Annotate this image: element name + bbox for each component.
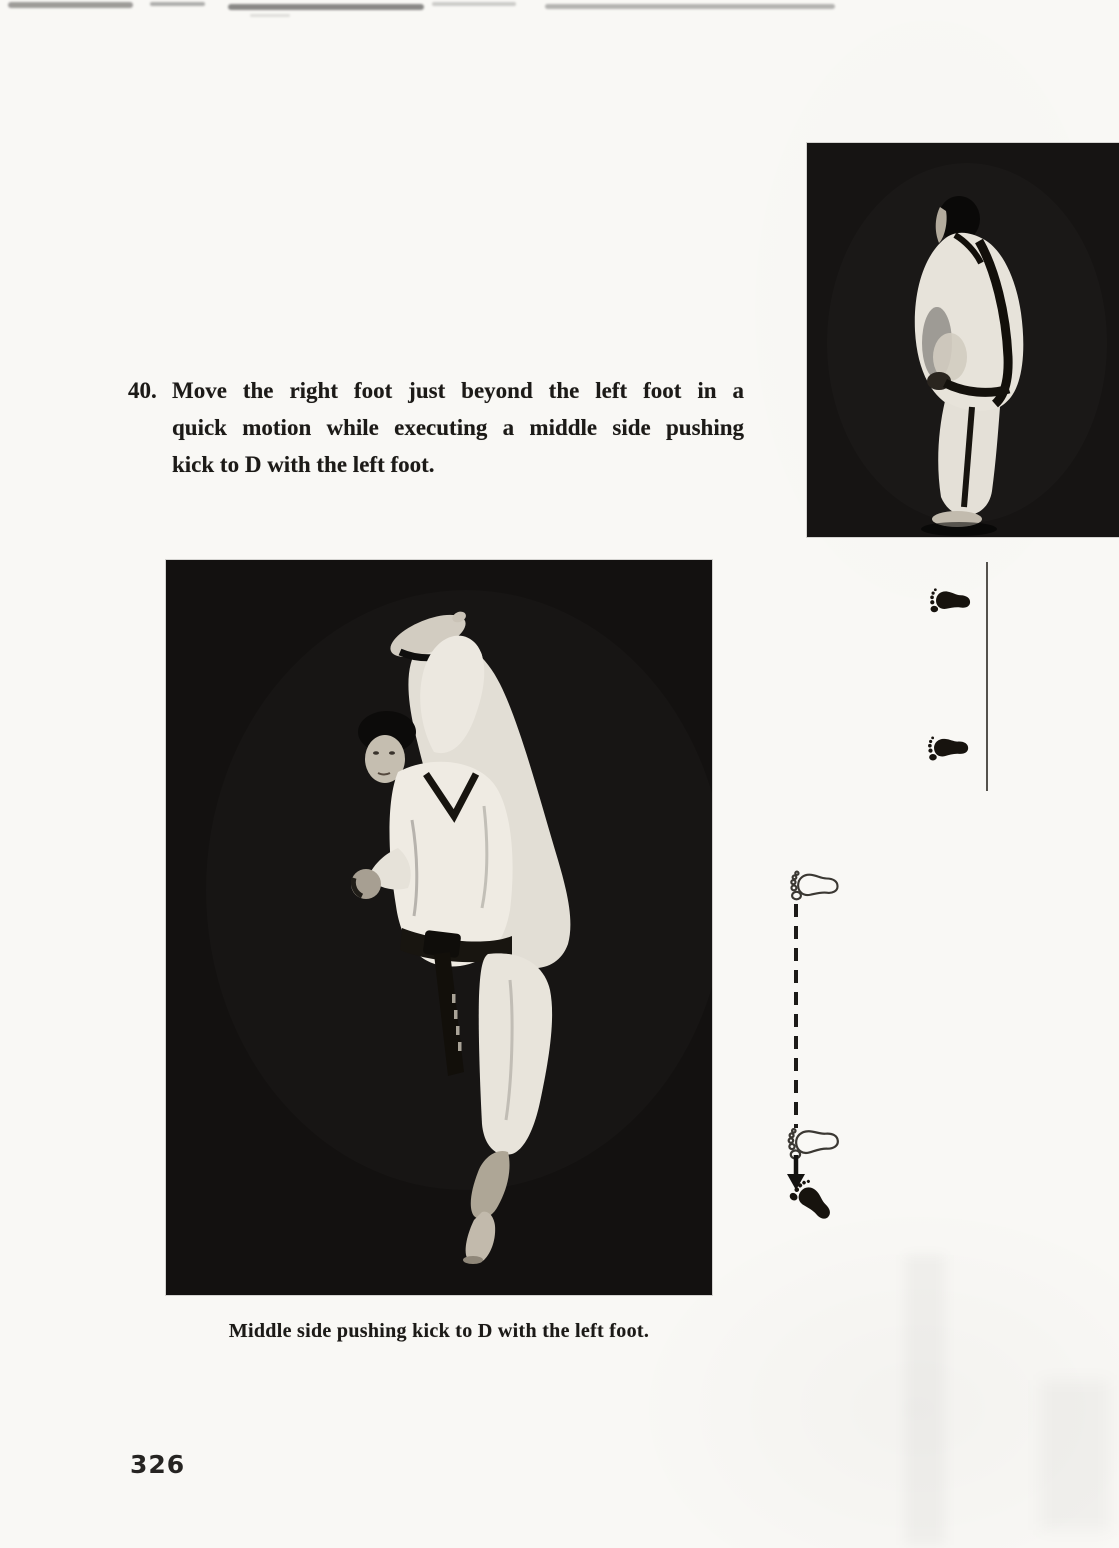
scan-artifact bbox=[250, 14, 290, 17]
scan-artifact bbox=[150, 2, 205, 6]
step-line: quick motion while executing a middle side pushing bbox=[172, 415, 744, 440]
scan-artifact bbox=[905, 1255, 945, 1545]
scan-artifact bbox=[1040, 1380, 1110, 1530]
page-number: 326 bbox=[130, 1450, 186, 1479]
vertical-reference-line bbox=[986, 562, 988, 791]
footprint-outline-icon bbox=[790, 867, 842, 903]
photo-caption: Middle side pushing kick to D with the left foot. bbox=[228, 1320, 650, 1342]
scan-artifact bbox=[8, 2, 133, 8]
caption-row bbox=[166, 1320, 712, 1343]
main-photo bbox=[166, 560, 712, 1295]
step-instruction bbox=[128, 372, 748, 483]
martial-artist-standing-figure bbox=[807, 143, 1119, 537]
footprint-filled-icon bbox=[928, 584, 974, 617]
step-text bbox=[172, 372, 744, 483]
dashed-path-line bbox=[792, 904, 800, 1128]
scan-artifact bbox=[228, 4, 424, 10]
scan-artifact bbox=[545, 4, 835, 9]
scan-artifact bbox=[432, 2, 516, 6]
martial-artist-kick-figure bbox=[166, 560, 712, 1295]
inset-photo bbox=[807, 143, 1119, 537]
footprint-filled-icon bbox=[926, 731, 972, 764]
step-number: 40. bbox=[128, 378, 157, 403]
step-line: Move the right foot just beyond the left foot in a bbox=[172, 378, 744, 403]
step-line: kick to D with the left foot. bbox=[172, 452, 435, 477]
